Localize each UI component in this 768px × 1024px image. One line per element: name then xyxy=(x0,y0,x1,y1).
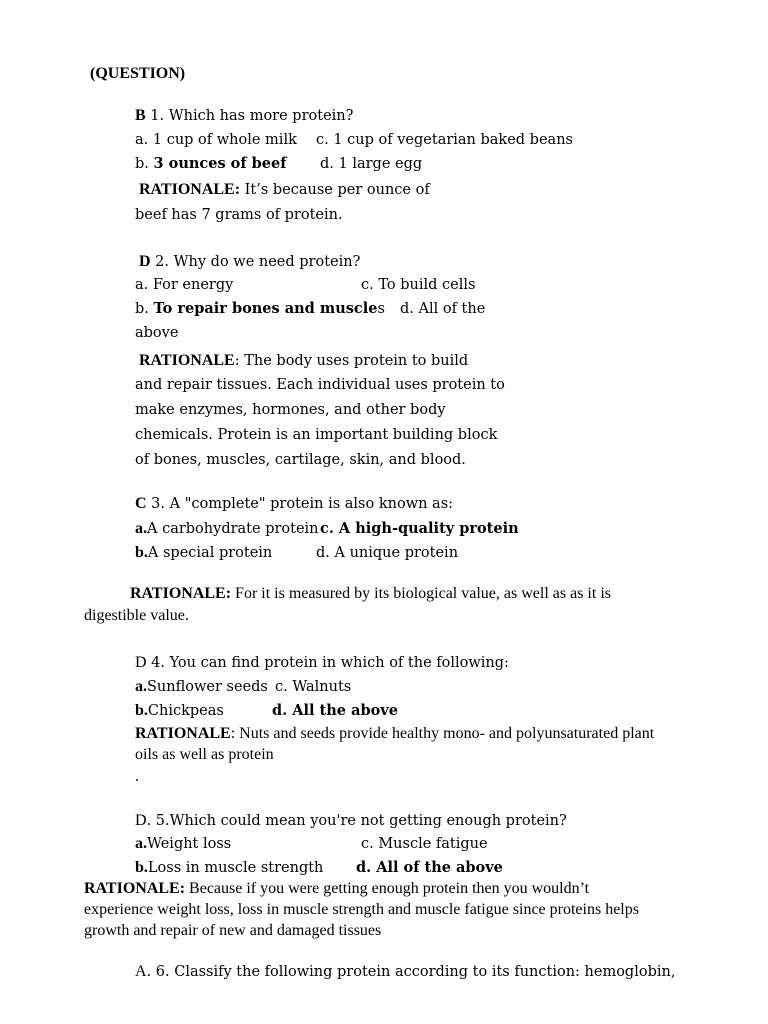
rationale-text: It’s because per ounce of xyxy=(240,182,430,198)
rationale-text: beef has 7 grams of protein. xyxy=(135,207,343,223)
option-label: b. xyxy=(135,156,154,172)
option-d: d. All of the xyxy=(400,301,486,317)
correct-answer: To repair bones and muscle xyxy=(153,300,378,317)
rationale-label: RATIONALE: xyxy=(84,880,186,897)
option-b xyxy=(135,858,323,878)
option-d: d. 1 large egg xyxy=(320,156,423,172)
rationale-text: of bones, muscles, cartilage, skin, and blood. xyxy=(135,452,466,468)
rationale xyxy=(139,351,468,371)
rationale-text: growth and repair of new and damaged tissues xyxy=(84,922,382,939)
correct-answer: 3 ounces of beef xyxy=(153,155,287,172)
answer-key: B xyxy=(135,107,146,124)
option-text: Loss in muscle strength xyxy=(147,860,324,876)
rationale-text: : The body uses protein to build xyxy=(234,353,469,369)
question-text: . 5.Which could mean you're not getting enough protein? xyxy=(146,813,567,829)
rationale-text: chemicals. Protein is an important building block xyxy=(135,427,498,443)
correct-answer: d. All the above xyxy=(272,702,398,719)
question-4 xyxy=(135,653,509,673)
question-6 xyxy=(135,962,675,982)
option-a: a. 1 cup of whole milk xyxy=(135,132,297,148)
option-b xyxy=(135,154,286,174)
option-c: c. Muscle fatigue xyxy=(361,836,488,852)
correct-answer: c. A high-quality protein xyxy=(320,520,519,537)
option-label: b. xyxy=(135,702,148,719)
option-label: b. xyxy=(135,301,154,317)
option-text: A carbohydrate protein xyxy=(147,521,319,537)
rationale-label: RATIONALE xyxy=(135,725,231,742)
rationale-label: RATIONALE xyxy=(139,352,235,369)
rationale-text: experience weight loss, loss in muscle strength and muscle fatigue since proteins helps xyxy=(84,901,639,918)
option-label: a. xyxy=(135,835,147,852)
rationale-text: For it is measured by its biological value, as well as as it is xyxy=(231,585,611,602)
rationale-text: make enzymes, hormones, and other body xyxy=(135,402,446,418)
option-c: c. To build cells xyxy=(361,277,476,293)
option-c: c. Walnuts xyxy=(275,679,352,695)
page-heading: (QUESTION) xyxy=(90,65,186,82)
rationale-label: RATIONALE: xyxy=(130,585,232,602)
option-suffix: s xyxy=(377,301,385,317)
question-text: 2. Why do we need protein? xyxy=(150,254,361,270)
question-text: 4. You can find protein in which of the following: xyxy=(146,655,509,671)
option-a xyxy=(135,519,319,539)
correct-answer: d. All of the above xyxy=(356,859,503,876)
rationale xyxy=(84,879,589,899)
option-a: a. For energy xyxy=(135,277,234,293)
question-1 xyxy=(135,106,353,126)
option-text: Chickpeas xyxy=(147,703,224,719)
answer-key: D xyxy=(139,253,151,270)
option-b xyxy=(135,543,272,563)
answer-key: A xyxy=(135,963,147,980)
option-label: a. xyxy=(135,678,147,695)
option-a xyxy=(135,677,268,697)
question-3 xyxy=(135,494,453,514)
question-5 xyxy=(135,811,567,831)
option-d-continued: above xyxy=(135,325,179,341)
rationale-text: digestible value. xyxy=(84,607,189,624)
rationale-text: : Nuts and seeds provide healthy mono- and polyunsaturated plant xyxy=(230,725,655,742)
question-text: 1. Which has more protein? xyxy=(145,108,354,124)
option-d: d. A unique protein xyxy=(316,545,459,561)
option-label: b. xyxy=(135,859,148,876)
answer-key: D xyxy=(135,812,147,829)
rationale xyxy=(139,180,430,200)
question-text: 3. A "complete" protein is also known as: xyxy=(146,496,454,512)
option-a xyxy=(135,834,231,854)
rationale-text: oils as well as protein xyxy=(135,746,274,763)
option-text: Weight loss xyxy=(147,836,232,852)
option-text: Sunflower seeds xyxy=(147,679,268,695)
option-text: A special protein xyxy=(147,545,273,561)
rationale-label: RATIONALE: xyxy=(139,181,241,198)
rationale-text: . xyxy=(135,768,139,785)
option-b xyxy=(135,299,385,319)
rationale xyxy=(135,724,654,744)
rationale-text: Because if you were getting enough protein then you wouldn’t xyxy=(185,880,590,897)
rationale-text: and repair tissues. Each individual uses protein to xyxy=(135,377,505,393)
option-b xyxy=(135,701,224,721)
answer-key: D xyxy=(135,654,147,671)
option-label: a. xyxy=(135,520,147,537)
option-c: c. 1 cup of vegetarian baked beans xyxy=(316,132,573,148)
question-text: . 6. Classify the following protein according to its function: hemoglobin, xyxy=(146,964,676,980)
question-2 xyxy=(139,252,360,272)
option-label: b. xyxy=(135,544,148,561)
rationale xyxy=(130,584,611,604)
answer-key: C xyxy=(135,495,147,512)
